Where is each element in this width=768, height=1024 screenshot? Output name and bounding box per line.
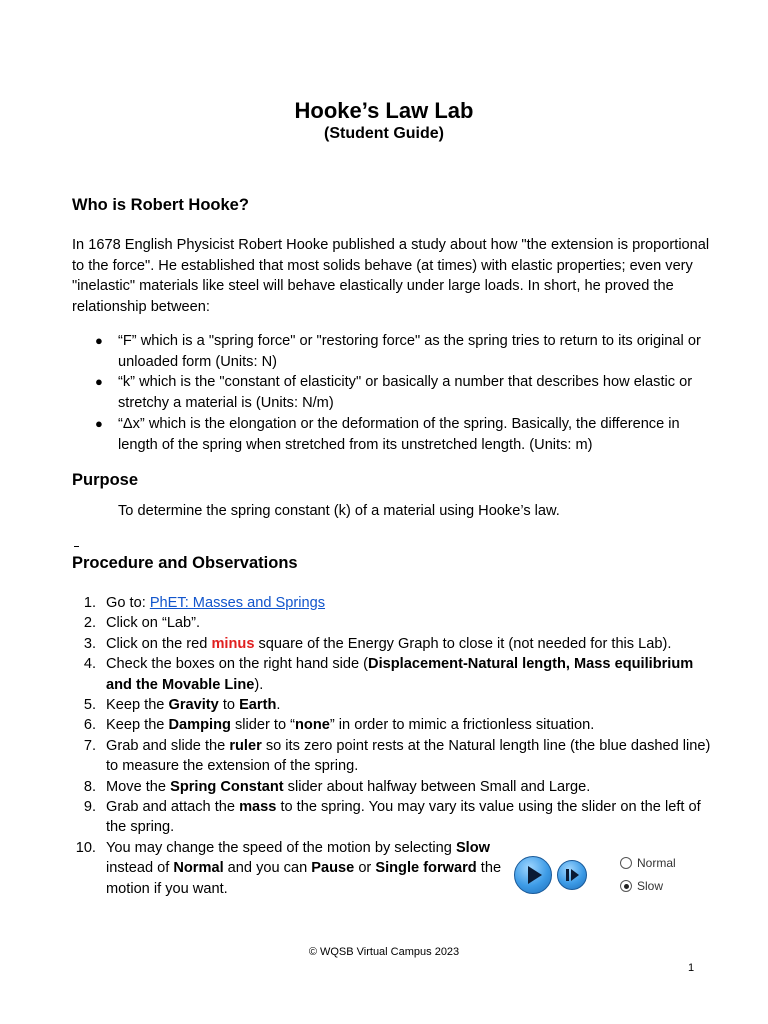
procedure-heading: Procedure and Observations	[72, 554, 298, 572]
bullet-icon: ●	[95, 333, 103, 348]
step-number: 2.	[83, 615, 96, 632]
speed-option-slow[interactable]: Slow	[620, 878, 663, 894]
step-forward-button[interactable]	[557, 860, 587, 890]
step-text: or	[354, 860, 376, 877]
step-text: Slow	[455, 839, 491, 856]
procedure-step	[72, 838, 506, 899]
step-text: none	[295, 717, 330, 734]
step-text: Grab and slide the	[106, 737, 230, 754]
step-text: You may change the speed of the motion by selecting	[106, 839, 456, 856]
step-text: ruler	[229, 737, 262, 754]
step-text: Keep the	[106, 697, 169, 714]
step-text: ).	[254, 676, 264, 693]
step-text: so its zero point rests at the Natural length line (the blue dashed line) to measure the extension of the spring.	[106, 737, 711, 775]
step-text: Displacement-Natural length, Mass equilibrium and the Movable Line	[106, 656, 694, 693]
step-number: 4.	[83, 656, 96, 673]
step-number: 9.	[83, 799, 96, 816]
bullet-item: ● “Δx” which is the elongation or the deformation of the spring. Basically, the difference in length of the spring when stretched from its unstretched length. (Units: m)	[95, 415, 680, 453]
step-text: instead of	[106, 860, 174, 877]
step-text: and you can	[223, 860, 312, 877]
step-text: to	[218, 697, 240, 714]
step-text: mass	[239, 799, 277, 816]
step-text: Go to:	[106, 595, 150, 611]
step-number: 7.	[83, 737, 96, 754]
bullet-icon: ●	[95, 374, 103, 390]
step-number: 10.	[75, 839, 96, 856]
step-text: .	[276, 697, 281, 714]
who-bullet-list	[72, 331, 712, 455]
step-text: the motion if you want.	[106, 860, 502, 897]
text-marker	[74, 546, 79, 547]
document-subtitle: (Student Guide)	[324, 125, 444, 142]
step-number: 1.	[83, 595, 96, 611]
step-text: Click on “Lab”.	[106, 615, 201, 632]
procedure-step	[72, 797, 712, 838]
phet-link[interactable]: PhET: Masses and Springs	[149, 595, 326, 611]
step-text: Check the boxes on the right hand side (	[106, 656, 369, 673]
step-text: Single forward	[375, 860, 477, 877]
speed-option-normal[interactable]: Normal	[620, 855, 676, 871]
play-button[interactable]	[514, 856, 552, 894]
procedure-step	[72, 715, 712, 735]
bullet-icon: ●	[95, 415, 103, 431]
step-text: slider to “	[230, 717, 295, 734]
step-text: Normal	[173, 860, 224, 877]
purpose-heading: Purpose	[72, 471, 139, 489]
document-title: Hooke’s Law Lab	[294, 98, 474, 123]
step-text: Spring Constant	[170, 778, 284, 795]
step-text: Grab and attach the	[106, 799, 240, 816]
step-text: Earth	[239, 697, 277, 714]
procedure-step	[72, 777, 712, 797]
page-number: 1	[688, 962, 695, 974]
procedure-step	[72, 695, 712, 715]
step-text: slider about halfway between Small and Large.	[283, 778, 591, 795]
simulation-controls	[512, 853, 692, 899]
procedure-step	[72, 736, 712, 777]
step-forward-icon	[558, 861, 586, 889]
bullet-item: ● “k” which is the "constant of elasticity" or basically a number that describes how elastic or stretchy a material is (Units: N/m)	[95, 374, 693, 412]
play-icon	[515, 857, 551, 893]
who-heading: Who is Robert Hooke?	[72, 196, 249, 214]
step-number: 5.	[83, 697, 96, 714]
step-text: Move the	[106, 778, 171, 795]
procedure-step	[72, 593, 712, 613]
step-text: Click on the red	[106, 635, 212, 652]
step-text: minus	[211, 635, 255, 652]
bullet-item: ● “F” which is a "spring force" or "restoring force" as the spring tries to return to its original or unloaded form (Units: N)	[95, 333, 701, 370]
procedure-step	[72, 654, 712, 695]
procedure-step	[72, 613, 712, 633]
step-text: Keep the	[106, 717, 169, 734]
footer-copyright: © WQSB Virtual Campus 2023	[308, 946, 460, 958]
step-text: Pause	[311, 860, 355, 877]
radio-slow[interactable]	[620, 880, 632, 892]
step-text: square of the Energy Graph to close it (not needed for this Lab).	[254, 635, 672, 652]
step-number: 8.	[83, 778, 96, 795]
step-text: to the spring. You may vary its value using the slider on the left of the spring.	[106, 799, 701, 836]
procedure-step	[72, 634, 712, 654]
step-number: 3.	[83, 635, 96, 652]
radio-normal[interactable]	[620, 857, 632, 869]
step-text: Gravity	[168, 697, 219, 714]
purpose-text: To determine the spring constant (k) of a material using Hooke’s law.	[118, 503, 560, 519]
step-number: 6.	[83, 717, 96, 734]
who-paragraph: In 1678 English Physicist Robert Hooke published a study about how "the extension is proportional to the force". He established that most solids behave (at times) with elastic properties; even very "inelastic" materials like steel will behave elastically under large loads. In short, he proved the relationship between:	[72, 237, 710, 316]
step-text: Damping	[168, 717, 231, 734]
step-text: ” in order to mimic a frictionless situation.	[329, 717, 595, 734]
